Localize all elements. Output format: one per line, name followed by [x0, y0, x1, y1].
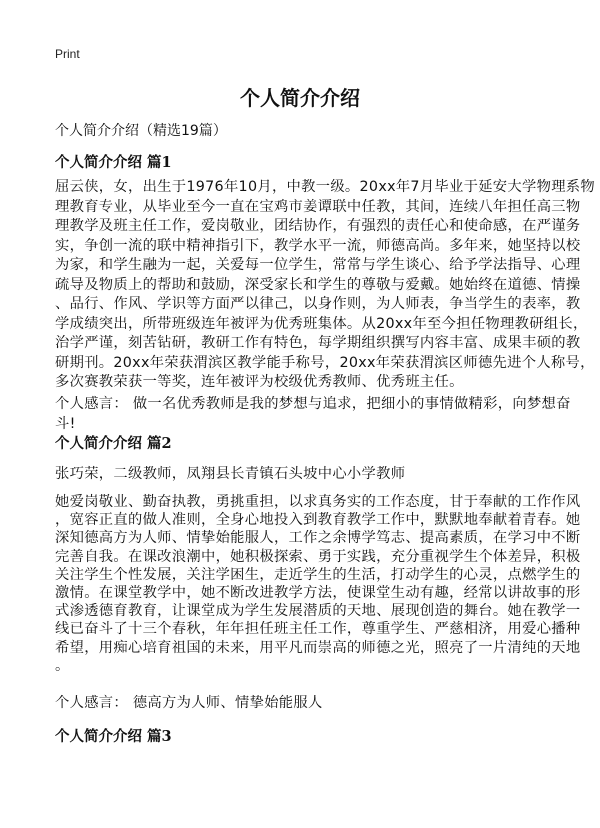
section-2-quote: 个人感言： 德高方为人师、情挚始能服人 [55, 695, 323, 711]
text-line: 实，争创一流的联中精神指引下，教学水平一流，师德高尚。多年来，她坚持以校 [55, 237, 581, 254]
text-line: 研期刊。20xx年荣获渭滨区教学能手称号，20xx年荣获渭滨区师德先进个人称号， [55, 354, 595, 371]
text-line: ，宽容正直的做人准则，全身心地投入到教育教学工作中，默默地奉献着青春。她 [55, 512, 581, 529]
text-line: 关注学生个性发展，关注学困生，走近学生的生活，打动学生的心灵，点燃学生的 [55, 566, 581, 583]
text-line: 斗! [55, 415, 76, 432]
text-line: 多次赛教荣获一等奖，连年被评为校级优秀教师、优秀班主任。 [55, 374, 464, 390]
subtitle: 个人简介介绍（精选19篇） [55, 123, 227, 139]
text-line: 激情。在课堂教学中，她不断改进教学方法，使课堂生动有趣，经常以讲故事的形 [55, 585, 581, 602]
section-2-name-line: 张巧荣，二级教师，凤翔县长青镇石头坡中心小学教师 [55, 466, 406, 482]
section-1-body [55, 178, 595, 393]
text-line: 线已奋斗了十三个春秋，年年担任班主任工作，尊重学生、严慈相济，用爱心播种 [55, 621, 581, 638]
text-line: 式渗透德育教育，让课堂成为学生发展潜质的天地、展现创造的舞台。她在教学一 [55, 603, 581, 620]
text-line: 为家，和学生融为一起，关爱每一位学生，常常与学生谈心、给予学法指导、心理 [55, 257, 581, 273]
text-line: 理教育专业，从毕业至今一直在宝鸡市姜谭联中任教，其间，连续八年担任高三物 [55, 198, 581, 215]
text-line: 、品行、作风、学识等方面严以律己，以身作则，为人师表，争当学生的表率，教 [55, 296, 581, 312]
text-line: 学成绩突出，所带班级连年被评为优秀班集体。从20xx年至今担任物理教研组长， [55, 315, 588, 332]
text-line: 深知德高方为人师、情挚始能服人，工作之余博学笃志、提高素质，在学习中不断 [55, 530, 581, 547]
text-line: 屈云侠，女，出生于1976年10月，中教一级。20xx年7月毕业于延安大学物理系物 [55, 179, 595, 195]
text-line: 。 [55, 657, 70, 674]
section-heading-2: 个人简介介绍 篇2 [55, 435, 172, 452]
section-heading-3: 个人简介介绍 篇3 [55, 728, 172, 745]
text-line: 个人感言： 做一名优秀教师是我的梦想与追求，把细小的事情做精彩，向梦想奋 [55, 396, 571, 412]
text-line: 理教学及班主任工作，爱岗敬业，团结协作，有强烈的责任心和使命感，在严谨务 [55, 218, 581, 234]
print-link[interactable]: Print [55, 47, 80, 61]
section-2-body [55, 493, 580, 675]
text-line: 她爱岗敬业、勤奋执教，勇挑重担，以求真务实的工作态度，甘于奉献的工作作风 [55, 494, 581, 510]
text-line: 治学严谨，刻苦钻研，教研工作有特色，每学期组织撰写内容丰富、成果丰硕的教 [55, 335, 581, 351]
text-line: 完善自我。在课改浪潮中，她积极探索、勇于实践，充分重视学生个体差异，积极 [55, 548, 581, 565]
text-line: 希望，用痴心培育祖国的未来，用平凡而崇高的师德之光，照亮了一片清纯的天地 [55, 639, 581, 656]
text-line: 疏导及物质上的帮助和鼓励，深受家长和学生的尊敬与爱戴。她始终在道德、情操 [55, 276, 581, 293]
page-title: 个人简介介绍 [240, 86, 360, 110]
section-heading-1: 个人简介介绍 篇1 [55, 154, 172, 171]
section-1-quote [55, 395, 571, 434]
